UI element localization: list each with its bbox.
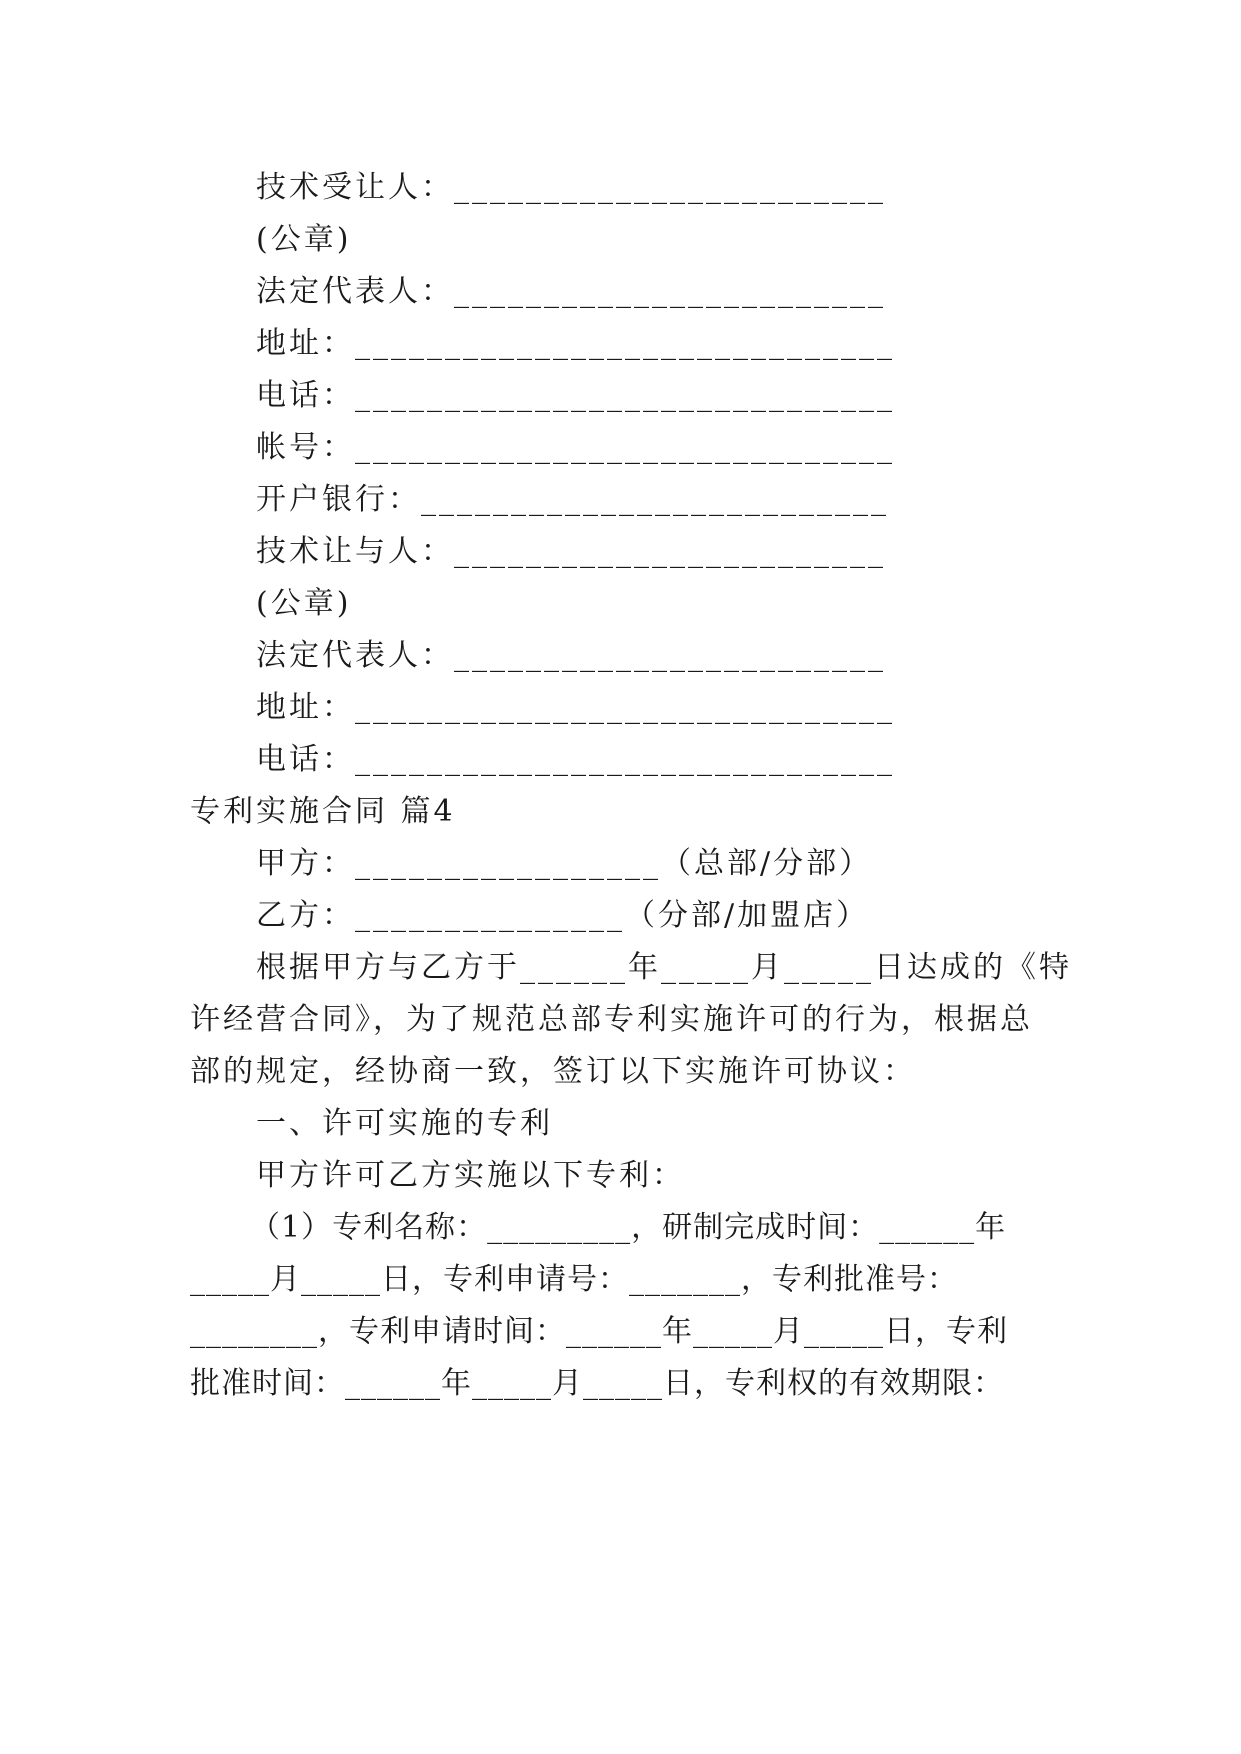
intro-paragraph-line-1: 根据甲方与乙方于______年_____月_____日达成的《特 [256,950,1072,985]
assignee-bank-line: 开户银行：__________________________ [256,482,889,517]
party-b-line: 乙方：_______________（分部/加盟店） [256,898,870,933]
assignor-line: 技术让与人：________________________ [256,534,886,569]
assignor-seal: (公章) [256,586,352,621]
assignee-address-line: 地址：______________________________ [256,326,895,361]
assignee-line: 技术受让人：________________________ [256,170,886,205]
clause-1-item-1-line-3: ________，专利申请时间：______年_____月_____日，专利 [190,1314,1008,1349]
assignor-representative-line: 法定代表人：________________________ [256,638,886,673]
clause-1-heading: 一、许可实施的专利 [256,1106,553,1141]
intro-paragraph-line-2: 许经营合同》，为了规范总部专利实施许可的行为，根据总 [190,1002,1033,1037]
assignee-seal: (公章) [256,222,352,257]
clause-1-item-1-line-4: 批准时间：______年_____月_____日，专利权的有效期限： [190,1366,1004,1401]
section-title: 专利实施合同 篇4 [190,794,456,829]
clause-1-item-1-line-2: _____月_____日，专利申请号：_______，专利批准号： [190,1262,958,1297]
assignee-account-line: 帐号：______________________________ [256,430,895,465]
assignor-address-line: 地址：______________________________ [256,690,895,725]
clause-1-intro: 甲方许可乙方实施以下专利： [256,1158,685,1193]
party-a-line: 甲方：_________________（总部/分部） [256,846,873,881]
clause-1-item-1-line-1: （1）专利名称：_________，研制完成时间：______年 [250,1210,1007,1245]
assignee-phone-line: 电话：______________________________ [256,378,895,413]
assignor-phone-line: 电话：______________________________ [256,742,895,777]
assignee-representative-line: 法定代表人：________________________ [256,274,886,309]
intro-paragraph-line-3: 部的规定，经协商一致，签订以下实施许可协议： [190,1054,916,1089]
